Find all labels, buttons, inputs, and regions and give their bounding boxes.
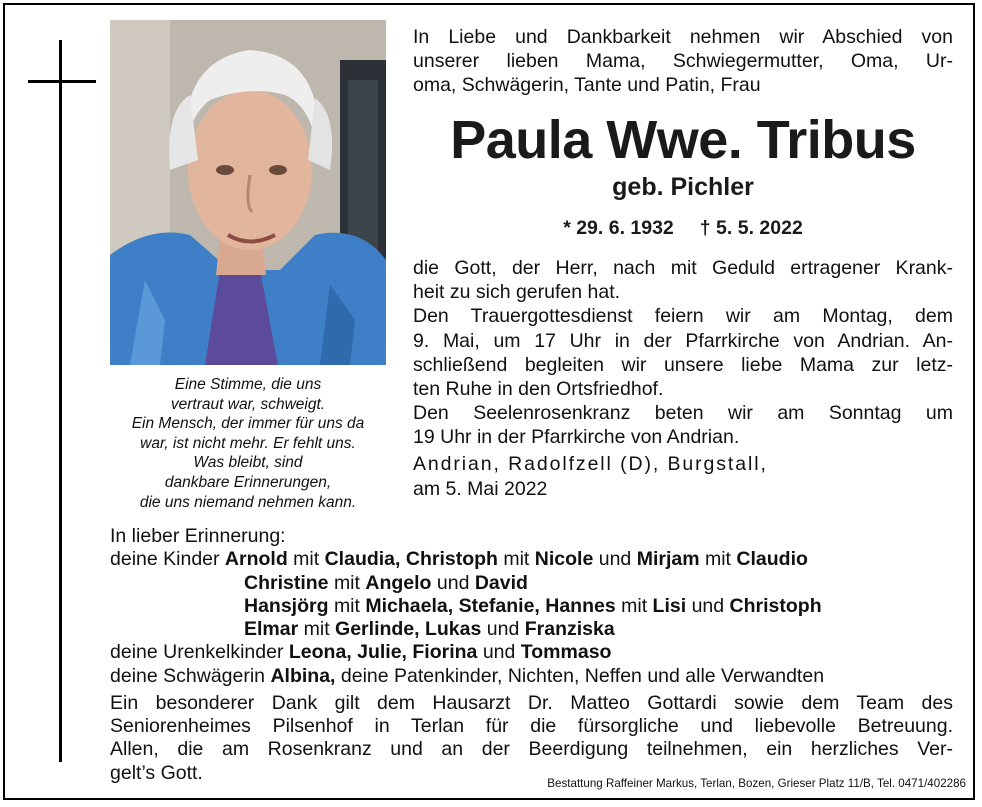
family-row: Elmar mit Gerlinde, Lukas und Franziska xyxy=(244,618,615,641)
announcement-line: 9. Mai, um 17 Uhr in der Pfarrkirche von Andrian. An- xyxy=(413,329,953,352)
family-row: deine Urenkelkinder Leona, Julie, Fiorina und Tommaso xyxy=(110,641,612,664)
intro-text xyxy=(413,25,953,97)
intro-line: unserer lieben Mama, Schwiegermutter, Oma, Ur- xyxy=(413,50,953,72)
announcement-line: Den Seelenrosenkranz beten wir am Sonntag um xyxy=(413,402,953,425)
intro-line: oma, Schwägerin, Tante und Patin, Frau xyxy=(413,74,761,96)
poem-line: die uns niemand nehmen kann. xyxy=(139,493,357,511)
announcement-text xyxy=(413,256,953,450)
cross-symbol-bar xyxy=(28,80,96,83)
family-list xyxy=(110,525,960,688)
family-row: deine Kinder Arnold mit Claudia, Christoph mit Nicole und Mirjam mit Claudio xyxy=(110,548,808,571)
announcement-line: die Gott, der Herr, nach mit Geduld ertragener Krank- xyxy=(413,257,953,279)
date-line: am 5. Mai 2022 xyxy=(413,477,548,500)
thanks-line: Allen, die am Rosenkranz und an der Beerdigung teilnehmen, ein herzliches Ver- xyxy=(110,738,953,761)
poem-line: dankbare Erinnerungen, xyxy=(164,473,332,491)
family-row: Hansjörg mit Michaela, Stefanie, Hannes mit Lisi und Christoph xyxy=(244,594,822,617)
poem-line: Eine Stimme, die uns xyxy=(174,376,322,393)
life-dates xyxy=(413,215,953,241)
announcement-line: 19 Uhr in der Pfarrkirche von Andrian. xyxy=(413,426,740,449)
thanks-text xyxy=(110,692,953,785)
announcement-line: Den Trauergottesdienst feiern wir am Montag, dem xyxy=(413,305,953,328)
cross-symbol xyxy=(59,40,62,762)
announcement-line: schließend begleiten wir unsere liebe Mama zur letz- xyxy=(413,353,953,376)
portrait-photo xyxy=(110,20,386,365)
poem xyxy=(110,375,386,512)
thanks-line: Ein besonderer Dank gilt dem Hausarzt Dr. Matteo Gottardi sowie dem Team des xyxy=(110,692,953,714)
place-line: Andrian, Radolfzell (D), Burgstall, xyxy=(413,453,768,475)
announcement-line: heit zu sich gerufen hat. xyxy=(413,281,621,304)
family-row: Christine mit Angelo und David xyxy=(244,571,528,594)
family-heading: In lieber Erinnerung: xyxy=(110,525,286,547)
funeral-home-footer: Bestattung Raffeiner Markus, Terlan, Bozen, Grieser Platz 11/B, Tel. 0471/402286 xyxy=(547,777,966,790)
intro-line: In Liebe und Dankbarkeit nehmen wir Abschied von xyxy=(413,26,953,48)
announcement-line: ten Ruhe in den Ortsfriedhof. xyxy=(413,378,664,401)
thanks-line: Seniorenheimes Pilsenhof in Terlan für die fürsorgliche und liebevolle Betreuung. xyxy=(110,715,953,738)
death-date: † 5. 5. 2022 xyxy=(699,217,803,239)
birth-name: geb. Pichler xyxy=(612,173,754,201)
poem-line: vertraut war, schweigt. xyxy=(170,395,326,413)
birth-date: * 29. 6. 1932 xyxy=(563,217,674,239)
poem-line: war, ist nicht mehr. Er fehlt uns. xyxy=(140,434,356,452)
family-row: deine Schwägerin Albina, deine Patenkinder, Nichten, Neffen und alle Verwandten xyxy=(110,664,825,687)
thanks-line: gelt’s Gott. xyxy=(110,761,203,784)
place-and-date xyxy=(413,452,953,501)
poem-line: Was bleibt, sind xyxy=(193,454,303,472)
deceased-name: Paula Wwe. Tribus xyxy=(450,110,916,170)
poem-line: Ein Mensch, der immer für uns da xyxy=(131,415,365,433)
